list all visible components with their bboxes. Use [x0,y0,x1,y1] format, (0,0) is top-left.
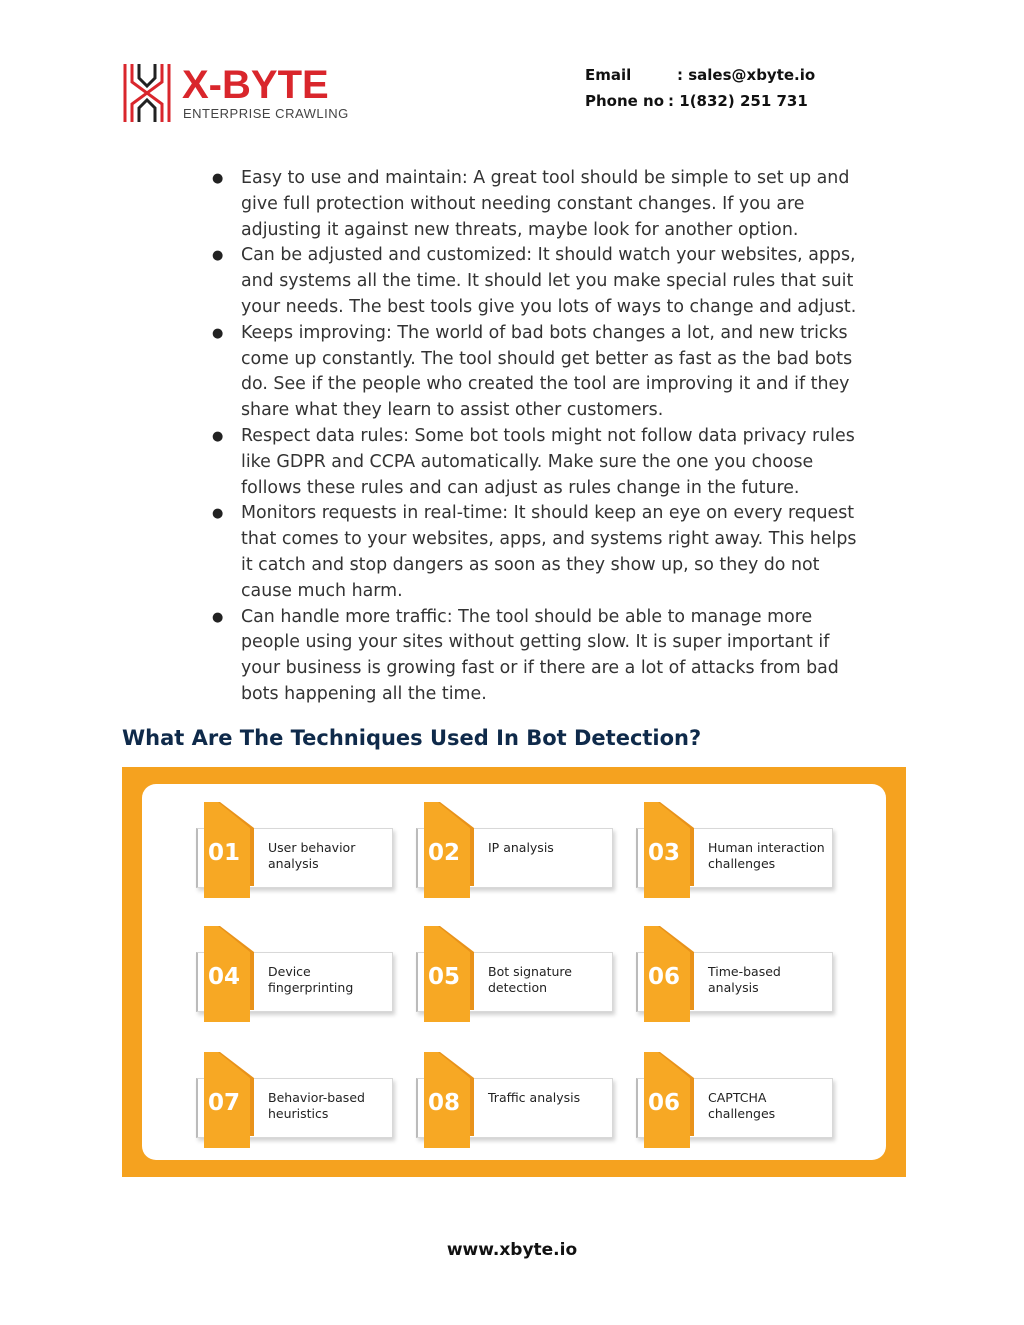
technique-number: 06 [648,964,681,990]
technique-card [414,1052,614,1148]
bullet-text-line: your needs. The best tools give you lots of ways to change and adjust. [241,296,857,317]
technique-number: 01 [208,840,241,866]
bullet-dot-icon: ● [212,248,224,264]
bullet-dot-icon: ● [212,506,224,522]
bullet-text-line: give full protection without needing constant changes. If you are [241,193,805,214]
bullet-text-line: Can handle more traffic: The tool should be able to manage more [241,606,813,627]
bullet-item [212,166,912,243]
technique-number: 03 [648,840,681,866]
technique-card [194,802,394,898]
bullet-text-line: cause much harm. [241,580,403,601]
technique-label: Human interaction challenges [708,840,825,871]
technique-card [634,926,834,1022]
technique-number: 04 [208,964,241,990]
technique-card [194,1052,394,1148]
technique-card [634,1052,834,1148]
bullet-dot-icon: ● [212,325,224,341]
bullet-text-line: adjusting it against new threats, maybe look for another option. [241,219,799,240]
techniques-panel [142,784,886,1160]
bullet-item [212,243,912,320]
bullet-text-line: people using your sites without getting slow. It is super important if [241,632,830,653]
contact-info [585,62,815,114]
technique-number: 06 [648,1090,681,1116]
technique-number: 07 [208,1090,241,1116]
bullet-text-line: Easy to use and maintain: A great tool should be simple to set up and [241,168,850,188]
logo-tagline: ENTERPRISE CRAWLING [183,106,349,121]
bullet-item [212,424,912,501]
bullet-item [212,321,912,424]
bullet-dot-icon: ● [212,171,224,186]
company-logo [122,62,362,124]
bullet-text-line: that comes to your websites, apps, and systems right away. This helps [241,529,857,550]
bullet-item [212,501,912,604]
technique-card [194,926,394,1022]
technique-label: Traffic analysis [488,1090,581,1105]
bullet-text-line: Respect data rules: Some bot tools might not follow data privacy rules [241,425,855,446]
email-label: Email [585,66,632,84]
technique-label: IP analysis [488,840,554,855]
technique-label: User behavior analysis [268,840,356,871]
bullet-item [212,605,912,708]
bullet-dot-icon: ● [212,609,224,625]
feature-bullet-list [212,166,912,708]
technique-card [634,802,834,898]
phone-label: Phone no [585,92,665,110]
x-byte-emblem-icon [122,62,172,124]
logo-wordmark: X-BYTE [182,63,329,107]
email-value[interactable]: : sales@xbyte.io [677,66,816,84]
technique-label: CAPTCHA challenges [708,1090,776,1121]
technique-label: Bot signature detection [488,964,572,995]
bullet-text-line: like GDPR and CCPA automatically. Make sure the one you choose [241,451,814,472]
technique-label: Behavior-based heuristics [268,1090,365,1121]
bullet-dot-icon: ● [212,428,224,444]
section-heading: What Are The Techniques Used In Bot Detection? [122,726,702,750]
technique-label: Device fingerprinting [268,964,354,995]
bullet-text-line: Keeps improving: The world of bad bots changes a lot, and new tricks [241,322,848,343]
technique-number: 02 [428,840,461,866]
bullet-text-line: do. See if the people who created the tool are improving it and if they [241,374,850,395]
phone-value: : 1(832) 251 731 [668,92,808,110]
technique-card [414,926,614,1022]
bullet-text-line: share what they learn to assist other customers. [241,400,664,421]
bullet-text-line: and systems all the time. It should let you make special rules that suit [241,271,854,292]
bullet-text-line: Monitors requests in real-time: It should keep an eye on every request [241,503,855,524]
bullet-text-line: your business is growing fast or if there are a lot of attacks from bad [241,658,839,679]
footer-website[interactable]: www.xbyte.io [446,1240,578,1260]
technique-card [414,802,614,898]
bot-detection-techniques-graphic [122,767,906,1177]
bullet-text-line: bots happening all the time. [241,683,487,704]
bullet-text-line: follows these rules and can adjust as rules change in the future. [241,477,800,498]
technique-label: Time-based analysis [708,964,781,995]
bullet-text-line: it catch and stop dangers as soon as they show up, so they do not [241,554,820,575]
technique-number: 08 [428,1090,461,1116]
bullet-text-line: come up constantly. The tool should get better as fast as the bad bots [241,348,853,369]
technique-number: 05 [428,964,461,990]
bullet-text-line: Can be adjusted and customized: It should watch your websites, apps, [241,245,856,266]
